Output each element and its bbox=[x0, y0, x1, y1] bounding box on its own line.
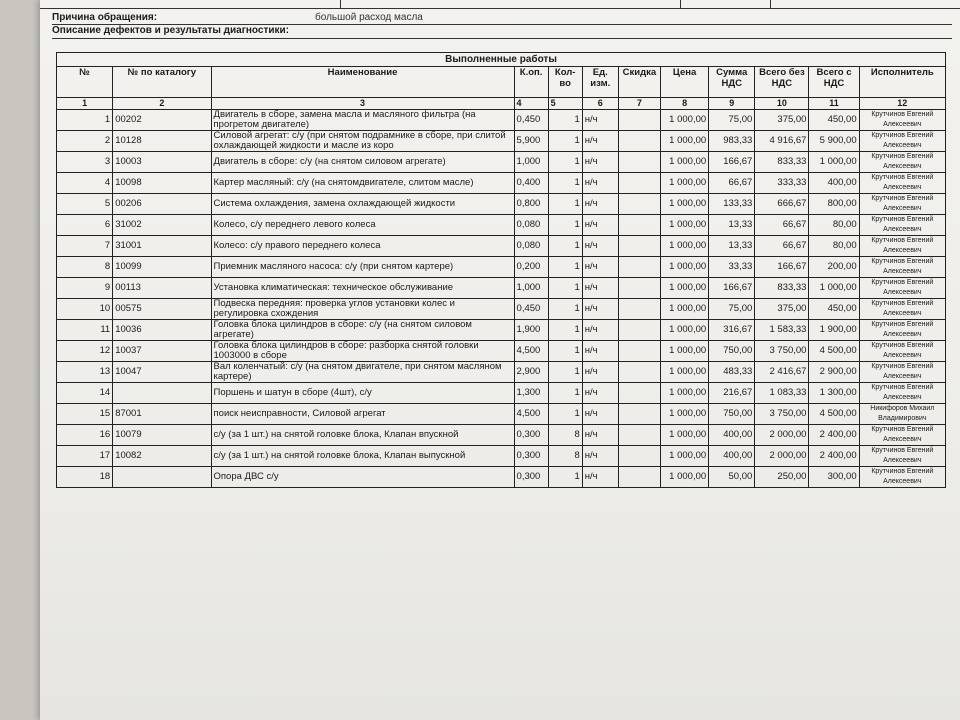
executor: Крутчинов Евгений Алексеевич bbox=[859, 278, 945, 299]
op-coefficient: 0,400 bbox=[514, 173, 548, 194]
discount bbox=[618, 320, 660, 341]
total-with-vat: 4 500,00 bbox=[809, 341, 859, 362]
column-number: 1 bbox=[57, 98, 113, 110]
catalog-number: 10036 bbox=[113, 320, 211, 341]
unit: н/ч bbox=[582, 341, 618, 362]
total-with-vat: 1 000,00 bbox=[809, 152, 859, 173]
executor: Крутчинов Евгений Алексеевич bbox=[859, 173, 945, 194]
price: 1 000,00 bbox=[661, 425, 709, 446]
quantity: 1 bbox=[548, 299, 582, 320]
quantity: 1 bbox=[548, 362, 582, 383]
reason-value: большой расход масла bbox=[315, 12, 423, 23]
catalog-number: 10003 bbox=[113, 152, 211, 173]
executor: Крутчинов Евгений Алексеевич bbox=[859, 446, 945, 467]
unit: н/ч bbox=[582, 299, 618, 320]
total-without-vat: 833,33 bbox=[755, 152, 809, 173]
work-name: Головка блока цилиндров в сборе: разборка снятой головки 1003000 в сборе bbox=[211, 341, 514, 362]
total-without-vat: 66,67 bbox=[755, 236, 809, 257]
column-number: 7 bbox=[618, 98, 660, 110]
total-without-vat: 1 583,33 bbox=[755, 320, 809, 341]
discount bbox=[618, 341, 660, 362]
row-number: 6 bbox=[57, 215, 113, 236]
table-row bbox=[57, 110, 946, 131]
vat-amount: 166,67 bbox=[709, 152, 755, 173]
price: 1 000,00 bbox=[661, 215, 709, 236]
unit: н/ч bbox=[582, 110, 618, 131]
works-table bbox=[56, 66, 946, 488]
unit: н/ч bbox=[582, 173, 618, 194]
vat-amount: 13,33 bbox=[709, 236, 755, 257]
vat-amount: 75,00 bbox=[709, 110, 755, 131]
row-number: 4 bbox=[57, 173, 113, 194]
column-header: К.оп. bbox=[514, 67, 548, 98]
discount bbox=[618, 383, 660, 404]
executor: Крутчинов Евгений Алексеевич bbox=[859, 131, 945, 152]
table-row bbox=[57, 173, 946, 194]
discount bbox=[618, 194, 660, 215]
column-number-row bbox=[57, 98, 946, 110]
discount bbox=[618, 404, 660, 425]
table-row bbox=[57, 236, 946, 257]
price: 1 000,00 bbox=[661, 110, 709, 131]
executor: Крутчинов Евгений Алексеевич bbox=[859, 425, 945, 446]
unit: н/ч bbox=[582, 152, 618, 173]
total-with-vat: 80,00 bbox=[809, 215, 859, 236]
op-coefficient: 1,900 bbox=[514, 320, 548, 341]
price: 1 000,00 bbox=[661, 383, 709, 404]
work-name: Приемник масляного насоса: с/у (при снятом картере) bbox=[211, 257, 514, 278]
discount bbox=[618, 278, 660, 299]
column-number: 12 bbox=[859, 98, 945, 110]
vat-amount: 13,33 bbox=[709, 215, 755, 236]
catalog-number: 10099 bbox=[113, 257, 211, 278]
unit: н/ч bbox=[582, 467, 618, 488]
quantity: 1 bbox=[548, 341, 582, 362]
divider bbox=[52, 38, 952, 39]
unit: н/ч bbox=[582, 194, 618, 215]
op-coefficient: 0,300 bbox=[514, 425, 548, 446]
column-number: 2 bbox=[113, 98, 211, 110]
unit: н/ч bbox=[582, 320, 618, 341]
total-with-vat: 450,00 bbox=[809, 299, 859, 320]
discount bbox=[618, 467, 660, 488]
executor: Крутчинов Евгений Алексеевич bbox=[859, 362, 945, 383]
total-with-vat: 80,00 bbox=[809, 236, 859, 257]
quantity: 1 bbox=[548, 173, 582, 194]
total-with-vat: 5 900,00 bbox=[809, 131, 859, 152]
catalog-number: 00575 bbox=[113, 299, 211, 320]
work-name: Установка климатическая: техническое обслуживание bbox=[211, 278, 514, 299]
row-number: 16 bbox=[57, 425, 113, 446]
column-header: Скидка bbox=[618, 67, 660, 98]
op-coefficient: 0,200 bbox=[514, 257, 548, 278]
op-coefficient: 1,300 bbox=[514, 383, 548, 404]
total-without-vat: 166,67 bbox=[755, 257, 809, 278]
row-number: 17 bbox=[57, 446, 113, 467]
column-number: 3 bbox=[211, 98, 514, 110]
discount bbox=[618, 425, 660, 446]
column-header: Всего без НДС bbox=[755, 67, 809, 98]
unit: н/ч bbox=[582, 362, 618, 383]
column-header: Цена bbox=[661, 67, 709, 98]
work-name: Вал коленчатый: с/у (на снятом двигателе, при снятом масляном картере) bbox=[211, 362, 514, 383]
row-number: 3 bbox=[57, 152, 113, 173]
vat-amount: 983,33 bbox=[709, 131, 755, 152]
row-number: 5 bbox=[57, 194, 113, 215]
table-row bbox=[57, 383, 946, 404]
price: 1 000,00 bbox=[661, 173, 709, 194]
work-name: Опора ДВС с/у bbox=[211, 467, 514, 488]
total-with-vat: 2 900,00 bbox=[809, 362, 859, 383]
table-row bbox=[57, 467, 946, 488]
total-with-vat: 1 000,00 bbox=[809, 278, 859, 299]
discount bbox=[618, 446, 660, 467]
catalog-number: 31002 bbox=[113, 215, 211, 236]
total-without-vat: 1 083,33 bbox=[755, 383, 809, 404]
total-without-vat: 2 416,67 bbox=[755, 362, 809, 383]
executor: Крутчинов Евгений Алексеевич bbox=[859, 152, 945, 173]
catalog-number: 10037 bbox=[113, 341, 211, 362]
vat-amount: 483,33 bbox=[709, 362, 755, 383]
price: 1 000,00 bbox=[661, 194, 709, 215]
discount bbox=[618, 257, 660, 278]
vat-amount: 400,00 bbox=[709, 446, 755, 467]
table-row bbox=[57, 278, 946, 299]
table-body bbox=[57, 110, 946, 488]
total-with-vat: 200,00 bbox=[809, 257, 859, 278]
row-number: 12 bbox=[57, 341, 113, 362]
table-row bbox=[57, 446, 946, 467]
unit: н/ч bbox=[582, 257, 618, 278]
total-with-vat: 300,00 bbox=[809, 467, 859, 488]
column-number: 5 bbox=[548, 98, 582, 110]
work-name: Подвеска передняя: проверка углов установки колес и регулировка схождения bbox=[211, 299, 514, 320]
quantity: 1 bbox=[548, 110, 582, 131]
quantity: 1 bbox=[548, 194, 582, 215]
column-header: Сумма НДС bbox=[709, 67, 755, 98]
total-with-vat: 1 300,00 bbox=[809, 383, 859, 404]
total-with-vat: 2 400,00 bbox=[809, 446, 859, 467]
quantity: 1 bbox=[548, 215, 582, 236]
column-header: Наименование bbox=[211, 67, 514, 98]
total-with-vat: 450,00 bbox=[809, 110, 859, 131]
quantity: 8 bbox=[548, 446, 582, 467]
op-coefficient: 4,500 bbox=[514, 404, 548, 425]
work-name: с/у (за 1 шт.) на снятой головке блока, Клапан впускной bbox=[211, 425, 514, 446]
vat-amount: 316,67 bbox=[709, 320, 755, 341]
discount bbox=[618, 299, 660, 320]
price: 1 000,00 bbox=[661, 236, 709, 257]
quantity: 1 bbox=[548, 152, 582, 173]
discount bbox=[618, 152, 660, 173]
catalog-number: 10128 bbox=[113, 131, 211, 152]
catalog-number: 10082 bbox=[113, 446, 211, 467]
total-without-vat: 2 000,00 bbox=[755, 446, 809, 467]
table-row bbox=[57, 299, 946, 320]
column-number: 11 bbox=[809, 98, 859, 110]
op-coefficient: 1,000 bbox=[514, 152, 548, 173]
catalog-number: 00202 bbox=[113, 110, 211, 131]
row-number: 18 bbox=[57, 467, 113, 488]
work-name: Двигатель в сборе: с/у (на снятом силовом агрегате) bbox=[211, 152, 514, 173]
table-row bbox=[57, 152, 946, 173]
work-name: Система охлаждения, замена охлаждающей жидкости bbox=[211, 194, 514, 215]
work-name: Поршень и шатун в сборе (4шт), с/у bbox=[211, 383, 514, 404]
column-header: № по каталогу bbox=[113, 67, 211, 98]
row-number: 8 bbox=[57, 257, 113, 278]
op-coefficient: 1,000 bbox=[514, 278, 548, 299]
executor: Крутчинов Евгений Алексеевич bbox=[859, 236, 945, 257]
quantity: 1 bbox=[548, 278, 582, 299]
price: 1 000,00 bbox=[661, 320, 709, 341]
unit: н/ч bbox=[582, 404, 618, 425]
vat-amount: 216,67 bbox=[709, 383, 755, 404]
catalog-number bbox=[113, 383, 211, 404]
vat-amount: 75,00 bbox=[709, 299, 755, 320]
catalog-number: 00113 bbox=[113, 278, 211, 299]
column-header: Исполнитель bbox=[859, 67, 945, 98]
table-row bbox=[57, 404, 946, 425]
column-number: 6 bbox=[582, 98, 618, 110]
quantity: 1 bbox=[548, 236, 582, 257]
unit: н/ч bbox=[582, 215, 618, 236]
discount bbox=[618, 215, 660, 236]
executor: Крутчинов Евгений Алексеевич bbox=[859, 320, 945, 341]
total-without-vat: 4 916,67 bbox=[755, 131, 809, 152]
table-row bbox=[57, 362, 946, 383]
op-coefficient: 0,080 bbox=[514, 215, 548, 236]
table-row bbox=[57, 257, 946, 278]
op-coefficient: 0,300 bbox=[514, 446, 548, 467]
discount bbox=[618, 362, 660, 383]
unit: н/ч bbox=[582, 425, 618, 446]
top-table-edge bbox=[40, 0, 960, 9]
discount bbox=[618, 236, 660, 257]
catalog-number bbox=[113, 467, 211, 488]
total-without-vat: 666,67 bbox=[755, 194, 809, 215]
executor: Крутчинов Евгений Алексеевич bbox=[859, 257, 945, 278]
defects-label: Описание дефектов и результаты диагностики: bbox=[52, 25, 290, 36]
op-coefficient: 0,300 bbox=[514, 467, 548, 488]
total-without-vat: 333,33 bbox=[755, 173, 809, 194]
executor: Крутчинов Евгений Алексеевич bbox=[859, 110, 945, 131]
column-number: 4 bbox=[514, 98, 548, 110]
column-number: 10 bbox=[755, 98, 809, 110]
total-with-vat: 400,00 bbox=[809, 173, 859, 194]
total-without-vat: 250,00 bbox=[755, 467, 809, 488]
op-coefficient: 0,450 bbox=[514, 110, 548, 131]
vat-amount: 750,00 bbox=[709, 404, 755, 425]
unit: н/ч bbox=[582, 131, 618, 152]
vat-amount: 750,00 bbox=[709, 341, 755, 362]
discount bbox=[618, 131, 660, 152]
price: 1 000,00 bbox=[661, 362, 709, 383]
row-number: 13 bbox=[57, 362, 113, 383]
vat-amount: 166,67 bbox=[709, 278, 755, 299]
price: 1 000,00 bbox=[661, 299, 709, 320]
vat-amount: 33,33 bbox=[709, 257, 755, 278]
works-table-container bbox=[56, 52, 946, 488]
catalog-number: 10047 bbox=[113, 362, 211, 383]
unit: н/ч bbox=[582, 446, 618, 467]
total-with-vat: 1 900,00 bbox=[809, 320, 859, 341]
total-without-vat: 375,00 bbox=[755, 110, 809, 131]
row-number: 10 bbox=[57, 299, 113, 320]
price: 1 000,00 bbox=[661, 341, 709, 362]
table-row bbox=[57, 194, 946, 215]
quantity: 8 bbox=[548, 425, 582, 446]
executor: Крутчинов Евгений Алексеевич bbox=[859, 194, 945, 215]
column-header: Кол-во bbox=[548, 67, 582, 98]
row-number: 9 bbox=[57, 278, 113, 299]
total-without-vat: 833,33 bbox=[755, 278, 809, 299]
catalog-number: 10098 bbox=[113, 173, 211, 194]
price: 1 000,00 bbox=[661, 446, 709, 467]
catalog-number: 10079 bbox=[113, 425, 211, 446]
executor: Крутчинов Евгений Алексеевич bbox=[859, 299, 945, 320]
table-row bbox=[57, 320, 946, 341]
column-header: № bbox=[57, 67, 113, 98]
column-number: 8 bbox=[661, 98, 709, 110]
executor: Крутчинов Евгений Алексеевич bbox=[859, 341, 945, 362]
vat-amount: 66,67 bbox=[709, 173, 755, 194]
total-without-vat: 3 750,00 bbox=[755, 404, 809, 425]
row-number: 15 bbox=[57, 404, 113, 425]
row-number: 7 bbox=[57, 236, 113, 257]
price: 1 000,00 bbox=[661, 404, 709, 425]
op-coefficient: 0,080 bbox=[514, 236, 548, 257]
executor: Никифоров Михаил Владимирович bbox=[859, 404, 945, 425]
vat-amount: 50,00 bbox=[709, 467, 755, 488]
catalog-number: 31001 bbox=[113, 236, 211, 257]
unit: н/ч bbox=[582, 236, 618, 257]
column-number: 9 bbox=[709, 98, 755, 110]
reason-label: Причина обращения: bbox=[52, 12, 158, 23]
table-row bbox=[57, 425, 946, 446]
total-without-vat: 3 750,00 bbox=[755, 341, 809, 362]
quantity: 1 bbox=[548, 257, 582, 278]
work-name: Колесо, с/у переднего левого колеса bbox=[211, 215, 514, 236]
op-coefficient: 2,900 bbox=[514, 362, 548, 383]
total-with-vat: 800,00 bbox=[809, 194, 859, 215]
unit: н/ч bbox=[582, 383, 618, 404]
op-coefficient: 4,500 bbox=[514, 341, 548, 362]
total-without-vat: 66,67 bbox=[755, 215, 809, 236]
executor: Крутчинов Евгений Алексеевич bbox=[859, 215, 945, 236]
row-number: 1 bbox=[57, 110, 113, 131]
table-caption: Выполненные работы bbox=[56, 52, 946, 66]
work-name: Двигатель в сборе, замена масла и масляного фильтра (на прогретом двигателе) bbox=[211, 110, 514, 131]
row-number: 2 bbox=[57, 131, 113, 152]
catalog-number: 00206 bbox=[113, 194, 211, 215]
column-header: Всего с НДС bbox=[809, 67, 859, 98]
total-without-vat: 2 000,00 bbox=[755, 425, 809, 446]
op-coefficient: 5,900 bbox=[514, 131, 548, 152]
row-number: 11 bbox=[57, 320, 113, 341]
quantity: 1 bbox=[548, 404, 582, 425]
op-coefficient: 0,450 bbox=[514, 299, 548, 320]
price: 1 000,00 bbox=[661, 131, 709, 152]
table-row bbox=[57, 215, 946, 236]
quantity: 1 bbox=[548, 467, 582, 488]
work-name: Головка блока цилиндров в сборе: с/у (на снятом силовом агрегате) bbox=[211, 320, 514, 341]
catalog-number: 87001 bbox=[113, 404, 211, 425]
work-name: поиск неисправности, Силовой агрегат bbox=[211, 404, 514, 425]
unit: н/ч bbox=[582, 278, 618, 299]
quantity: 1 bbox=[548, 131, 582, 152]
work-name: Картер масляный: с/у (на снятомдвигателе, слитом масле) bbox=[211, 173, 514, 194]
work-name: Силовой агрегат: с/у (при снятом подрамнике в сборе, при слитой охлаждающей жидкости и масле из коро bbox=[211, 131, 514, 152]
total-with-vat: 2 400,00 bbox=[809, 425, 859, 446]
price: 1 000,00 bbox=[661, 278, 709, 299]
table-row bbox=[57, 131, 946, 152]
price: 1 000,00 bbox=[661, 152, 709, 173]
quantity: 1 bbox=[548, 320, 582, 341]
work-name: Колесо: с/у правого переднего колеса bbox=[211, 236, 514, 257]
price: 1 000,00 bbox=[661, 467, 709, 488]
executor: Крутчинов Евгений Алексеевич bbox=[859, 467, 945, 488]
op-coefficient: 0,800 bbox=[514, 194, 548, 215]
table-row bbox=[57, 341, 946, 362]
work-name: с/у (за 1 шт.) на снятой головке блока, Клапан выпускной bbox=[211, 446, 514, 467]
discount bbox=[618, 173, 660, 194]
total-with-vat: 4 500,00 bbox=[809, 404, 859, 425]
price: 1 000,00 bbox=[661, 257, 709, 278]
vat-amount: 400,00 bbox=[709, 425, 755, 446]
row-number: 14 bbox=[57, 383, 113, 404]
vat-amount: 133,33 bbox=[709, 194, 755, 215]
header-row bbox=[57, 67, 946, 98]
total-without-vat: 375,00 bbox=[755, 299, 809, 320]
executor: Крутчинов Евгений Алексеевич bbox=[859, 383, 945, 404]
quantity: 1 bbox=[548, 383, 582, 404]
column-header: Ед. изм. bbox=[582, 67, 618, 98]
discount bbox=[618, 110, 660, 131]
